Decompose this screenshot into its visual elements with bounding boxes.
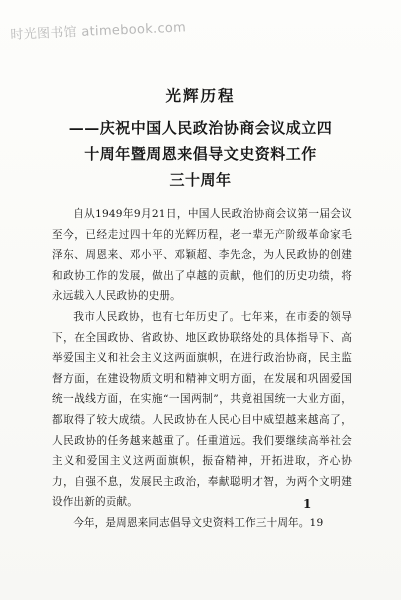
paragraph: 今年，是周恩来同志倡导文史资料工作三十周年。19: [73, 516, 324, 529]
paragraph: 我市人民政协，也有七年历史了。七年来，在市委的领导下，在全国政协、省政协、地区政协联络处的具体指导下、高举爱国主义和社会主义这两面旗帜，在进行政治协商，民主监督方面，在建设物质文明和精神文明方面，在发展和巩固爱国统一战线方面，在实施“一国两制”，共竟祖国统一大业方面，都取得了较大成绩。人民政协在人民心目中威望越来越高了，人民政协的任务越来越重了。任重道远。我们要继续高举社会主义和爱国主义这两面旗帜，振奋精神，开拓进取，齐心协力，自强不息，发展民主政治，奉献聪明才智，为两个文明建设作出新的贡献。: [52, 310, 352, 509]
body-text: [52, 204, 352, 534]
page-number: 1: [303, 497, 312, 511]
paragraph: 自从1949年9月21日，中国人民政治协商会议第一届会议至今，已经走过四十年的光辉历程，老一辈无产阶级革命家毛泽东、周恩来、邓小平、邓颖超、李先念，为人民政协的创建和政协工作的发展，做出了卓越的贡献，他们的历史功绩，将永远载入人民政协的史册。: [52, 208, 352, 303]
subtitle-line: 三十周年: [169, 171, 232, 189]
subtitle-line: 十周年暨周恩来倡导文史资料工作: [84, 145, 317, 163]
subtitle-line: ——庆祝中国人民政治协商会议成立四: [68, 119, 333, 137]
page-title: 光辉历程: [165, 86, 236, 105]
watermark: 时光图书馆 atimebook.com: [10, 20, 187, 43]
